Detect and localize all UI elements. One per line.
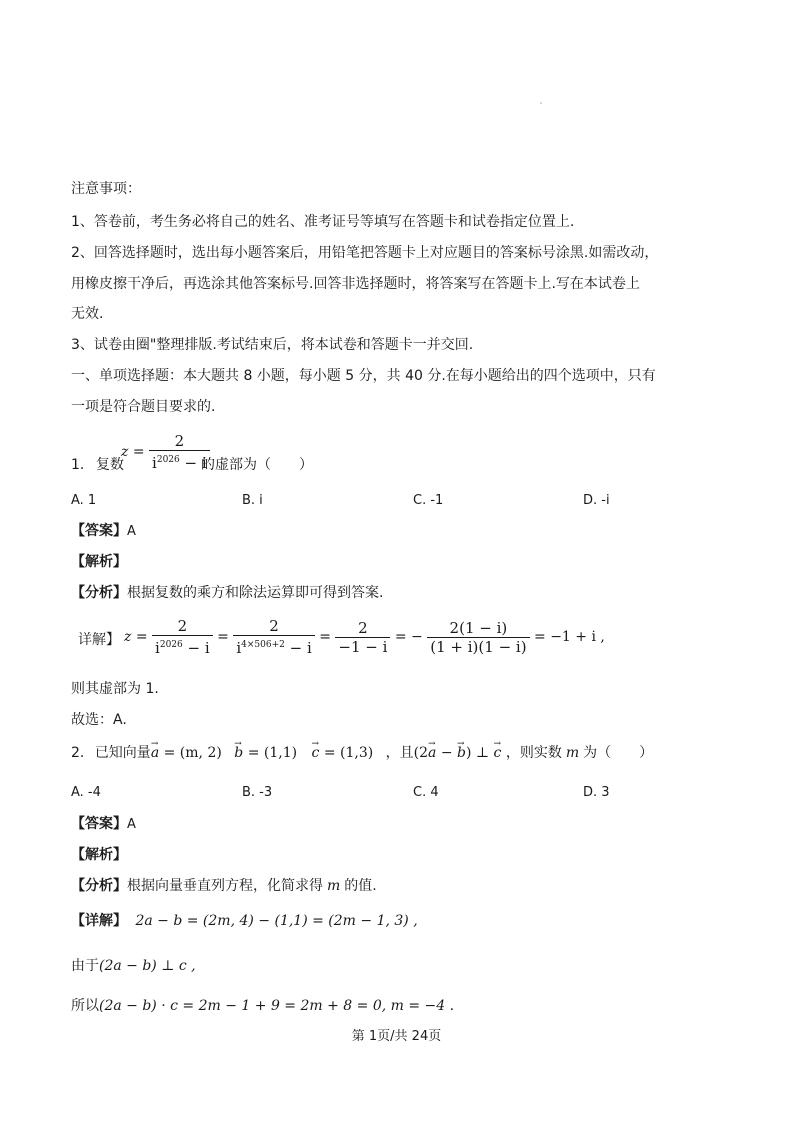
q1-option-c: C. -1 [413,493,444,508]
page-footer: 第 1页/共 24页 [351,1029,442,1044]
q1-option-b: B. i [242,493,263,508]
q1-detail-frac-3: $\frac{2}{-1 - i}$ [335,619,390,656]
question-1-prefix: 复数 [96,457,124,473]
q2-so [71,997,454,1015]
q2-fenxi-b: 的值. [344,878,377,894]
q2-number: 2. [71,745,85,761]
q1-answer-value: A [127,524,136,539]
q2-text-a: 已知向量 [94,745,151,761]
q2-b-val: = (1,1) [247,745,298,761]
q2-text-b: ，则实数 [505,745,562,761]
q1-option-d: D. -i [583,493,610,508]
notice-item-2-line-2: 用橡皮擦干净后，再选涂其他答案标号.回答非选择题时，将答案写在答题卡上.写在本试卷上 [71,276,640,292]
q2-fenxi [71,877,377,895]
q1-fenxi-label: 【分析】 [71,585,127,601]
notice-item-3: 3、试卷由圈"整理排版.考试结束后，将本试卷和答题卡一并交回. [71,337,474,353]
q1-answer-label: 【答案】 [71,523,127,539]
q1-detail-frac-4: $\frac{2(1 - i)}{(1 + i)(1 - i)}$ [427,619,529,656]
q2-since [71,957,196,975]
notice-title: 注意事项： [71,181,141,197]
q1-detail-frac-1: $\frac{2}{i^{2026} - i}$ [152,617,213,657]
q2-answer-label: 【答案】 [71,816,127,832]
q2-answer [71,815,136,834]
q1-detail-label: 详解】 [78,632,120,648]
q1-var-z: z [121,444,129,460]
q2-so-expr: (2a − b) · c = 2m − 1 + 9 = 2m + 8 = 0, m = −4 . [99,998,455,1014]
q2-detail [71,912,418,930]
q2-option-a: A. -4 [71,785,101,800]
section-header-line-2: 一项是符合题目要求的. [71,399,216,415]
q2-condition: (2→ a − → b) ⊥ → c [414,745,502,761]
q1-conclusion: 则其虚部为 1. [71,681,159,697]
q2-fenxi-a: 根据向量垂直列方程，化简求得 [127,878,323,894]
q2-since-prefix: 由于 [71,958,99,974]
q2-analysis-label [71,846,127,864]
q2-text-c: 为（ ） [583,745,654,761]
q1-fenxi [71,584,383,602]
notice-item-2-line-3: 无效. [71,306,104,322]
q2-vec-a: → a [151,744,159,762]
question-1-number: 1. [71,457,85,473]
notice-item-1: 1、答卷前，考生务必将自己的姓名、准考证号等填写在答题卡和试卷指定位置上. [71,214,575,230]
q2-since-expr: (2a − b) ⊥ c , [99,958,196,974]
q2-detail-expr: 2a − b = (2m, 4) − (1,1) = (2m − 1, 3) , [135,913,418,929]
q2-m-var: m [565,745,580,761]
q2-vec-b: → b [234,744,243,762]
q2-vec-c: → c [312,744,320,762]
q2-fenxi-label: 【分析】 [71,878,127,894]
q1-denominator: $i^{2026} - i$ [149,450,210,472]
q1-eq: = [132,444,145,460]
q1-choose: 故选：A. [71,712,127,728]
q2-so-prefix: 所以 [71,998,99,1014]
q1-detail-result: = −1 + i , [534,629,605,645]
section-header-line-1: 一、单项选择题：本大题共 8 小题，每小题 5 分，共 40 分.在每小题给出的四个选项中，只有 [71,368,656,384]
question-1-suffix: 的虚部为（ ） [201,457,313,473]
q2-analysis-label-text: 【解析】 [71,847,127,863]
q2-detail-label: 【详解】 [71,913,127,929]
q1-detail-z: z [124,629,132,645]
q1-analysis-label-text: 【解析】 [71,554,127,570]
notice-item-2-line-1: 2、回答选择题时，选出每小题答案后，用铅笔把答题卡上对应题目的答案标号涂黑.如需改动， [71,245,659,261]
q1-detail-frac-2: $\frac{2}{i^{4\times 506+2} - i}$ [233,617,314,657]
q1-detail-formula: z = $\frac{2}{i^{2026} - i}$ = $\frac{2}{i^{4\times 506+2} - i}$ = $\frac{2}{-1 - i}$ = − $\frac{2(1 - i)}{(1 + i)(1 - i)}$ = −1 + i , [124,617,605,657]
q1-analysis-label [71,553,127,571]
q2-cond-prefix: ，且 [385,745,414,761]
q1-option-a: A. 1 [71,493,97,508]
q2-option-d: D. 3 [583,785,610,800]
question-1-formula [121,432,210,472]
scan-speck [540,102,542,104]
q2-c-val: = (1,3) [323,745,374,761]
question-2 [71,744,653,762]
q2-fenxi-m: m [327,878,341,894]
q2-answer-value: A [127,817,136,832]
q2-a-val: = (m, 2) [163,745,222,761]
q1-answer [71,522,136,541]
q2-option-b: B. -3 [242,785,273,800]
q2-option-c: C. 4 [413,785,439,800]
q1-numerator: 2 [174,432,185,450]
q1-fenxi-text: 根据复数的乘方和除法运算即可得到答案. [127,585,384,601]
